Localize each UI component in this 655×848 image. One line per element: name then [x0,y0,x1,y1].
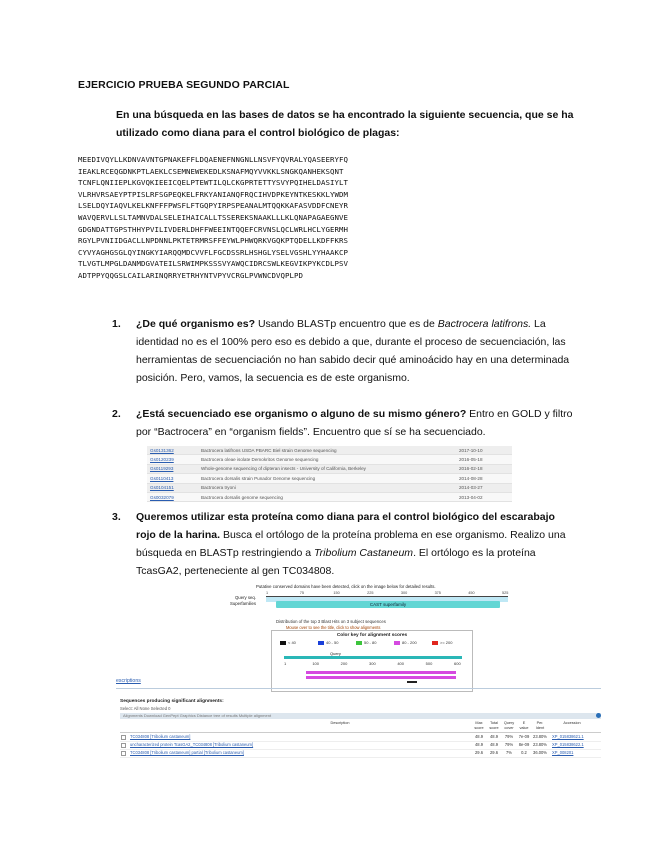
gold-row [147,483,512,492]
answer-text: Busca el ortólogo de la proteína problema en ese organismo. Realizo una búsqueda en BLASTp restringiendo a [136,529,566,559]
legend-label: >= 200 [440,640,453,645]
col-accession[interactable]: Accession [563,721,581,725]
gold-name-cell: Bactrocera dorsalis strain Punador Genome sequencing [198,474,456,483]
col-description[interactable]: Description [330,721,350,725]
col-query-cover[interactable]: Query cover [503,721,515,730]
hit-bar[interactable] [407,681,417,683]
answer-text: La identidad no es el 100% pero eso es debido a que, durante el proceso de secuenciación, las herramientas de secuenciación no han sabido decir qué aminoácido hay en una determinada posición. Pero, vamos, la secuencia es de este organismo. [136,318,570,384]
legend-swatch [318,641,324,645]
row-ident: 23.80% [533,734,547,739]
row-cover: 7% [506,750,512,755]
results-toolbar[interactable] [120,713,601,719]
gold-id-cell[interactable]: Gs0120239 [147,455,198,464]
row-max: 48.9 [475,742,483,747]
legend-entry [394,640,428,645]
table-row[interactable] [120,749,601,758]
ruler-tick: 300 [400,591,408,595]
gold-date-cell: 2014-08-28 [456,474,512,483]
legend-entry [318,640,352,645]
sequence-line: RGYLPVNIIDGACLLNPDNNLPKTETRMRSFFEYWLPHWQRKVGQKPTQDELLKDFFKRS [78,236,348,246]
hit-labels [194,595,256,606]
col-per-ident[interactable]: Per. Ident [535,721,545,730]
row-checkbox[interactable] [121,751,126,756]
gold-name-cell: Bactrocera dorsalis genome sequencing [198,492,456,501]
row-cover: 79% [504,742,514,747]
legend-swatch [394,641,400,645]
gold-row [147,455,512,464]
gold-row [147,446,512,455]
ruler-tick: 75 [299,591,304,595]
row-e: 8e-09 [518,742,530,747]
cdd-caption: Putative conserved domains have been detected, click on the image below for detailed results. [256,584,436,589]
query-axis-ticks [284,661,462,667]
legend-entry [280,640,314,645]
legend-title: Color key for alignment scores [336,633,408,638]
row-description-link[interactable]: uncharacterized protein TcasGA2_TC034808 [Tribolium castaneum] [130,742,254,747]
legend-label: < 40 [288,640,296,645]
row-total: 29.6 [490,750,498,755]
intro-paragraph: En una búsqueda en las bases de datos se ha encontrado la siguiente secuencia, que se ha utilizado como diana para el control biológico de plagas: [116,109,574,139]
sequence-line: TCNFLQNIIEPLKGVQKIEEICQELPTEWTILQLCKGPRTETTYSVYPQIHELDASIYLT [78,178,348,188]
gold-id-cell[interactable]: Gs0110413 [147,474,198,483]
sequence-line: LSELDQYIAQVLKELKNFFFPWSFLFTGQPYIRPSPEANALMTQQKKAFASVDDFCNEYR [78,201,348,211]
help-icon[interactable] [596,713,601,718]
answer-text: Usando BLASTp encuentro que es de [255,318,438,330]
ruler-tick: 150 [333,591,340,595]
ruler-tick: 225 [367,591,374,595]
results-table-header [120,720,601,733]
query-tick: 500 [425,661,433,666]
gold-results-table [147,446,512,502]
descriptions-tab-link[interactable]: escriptions [116,678,141,684]
legend-entry [432,640,466,645]
gold-row [147,492,512,501]
row-max: 48.9 [475,734,483,739]
legend-swatch [280,641,286,645]
ruler-tick: 450 [468,591,475,595]
select-controls[interactable]: Select: All None Selected 0 [120,706,171,711]
question-3 [112,508,576,580]
sequence-line: ADTPPYQQGSLCAILARINQRRYETRHYNTVPYVCRGLPVWNCDVQPLPD [78,270,303,280]
row-ident: 23.80% [533,742,547,747]
significant-alignments-title: Sequences producing significant alignments: [120,699,224,704]
question-number: 3. [112,511,121,523]
distribution-hint: Mouse over to see the title, click to show alignments [286,625,381,630]
gold-name-cell: Bactrocera tryoni [198,483,456,492]
query-tick: 200 [340,661,348,666]
alignment-score-legend [271,630,473,692]
row-max: 29.6 [475,750,483,755]
gold-row [147,474,512,483]
sequence-line: CYVYAGHGSGLQYINGKYIARQQMDCVVFLFGCDSSRLHSHGLYSELVGSHLYYHAAKCP [78,247,348,257]
sequence-line: GDGNDATTGPSTHHYPVILIVDERLDHFFWEEINTQQEFCRVNSLQCLWRLHCLYGERMH [78,224,348,234]
gold-date-cell: 2017-10-10 [456,446,512,455]
query-bar [284,656,462,659]
row-total: 48.9 [490,734,498,739]
legend-entry [356,640,390,645]
ruler-tick: 1 [266,591,269,595]
row-total: 48.9 [490,742,498,747]
question-1 [112,315,576,387]
gold-date-cell: 2013-04-02 [456,492,512,501]
answer-text: Entro en GOLD y filtro por “Bactrocera” en “organism fields”. Encuentro que sí se ha secuenciado. [136,408,573,438]
row-accession-link[interactable]: XP_015838622.1 [552,742,584,747]
row-ident: 36.00% [533,750,547,755]
col-e-value[interactable]: E value [519,721,529,730]
question-number: 2. [112,408,121,420]
question-number: 1. [112,318,121,330]
gold-id-cell[interactable]: Gs0032079 [147,492,198,501]
legend-label: 50 - 80 [364,640,377,645]
gold-name-cell: Bactrocera latifrons USDA PBARC Biel strain Genome sequencing [198,446,456,455]
toolbar-labels[interactable]: Alignments Download GenPept Graphics Distance tree of results Multiple alignment [123,713,272,718]
question-2 [112,405,576,441]
document-title: EJERCICIO PRUEBA SEGUNDO PARCIAL [78,79,290,91]
row-e: 0.2 [521,750,527,755]
sequence-line: IEAKLRCEQGDNKPTLAEKLCSEMNEWEKEDLKSNAFMQYVVKKLSNGKQANHEKSQNT [78,166,344,176]
gold-date-cell: 2014-03-27 [456,483,512,492]
ruler-tick: 525 [502,591,509,595]
answer-text: . El ortólogo es la proteína TcasGA2, perteneciente al gen TC034808. [136,547,536,577]
query-tick: 400 [397,661,405,666]
query-axis-label: Query [330,651,341,656]
ruler-tick: 375 [434,591,441,595]
query-tick: 1 [284,661,287,666]
col-total-score[interactable]: Total score [489,721,499,730]
legend-row [280,640,470,646]
protein-sequence [78,154,578,282]
query-tick: 300 [369,661,376,666]
col-max-score[interactable]: Max score [474,721,484,730]
question-text: ¿Está secuenciado ese organismo o alguno de su mismo género? [136,408,467,420]
distribution-caption: Distribution of the top 3 Blast Hits on 3 subject sequences [276,619,386,624]
query-tick: 600 [454,661,461,666]
gold-row [147,464,512,473]
hit-bar[interactable] [306,671,456,674]
sequence-line: TLVGTLMPGLDANMDGVATEILSRWIMPKSSSVYAWQCIDRCSWLKEGVIKPYKCDLPSV [78,259,348,269]
row-checkbox[interactable] [121,743,126,748]
gold-id-cell[interactable]: Gs0131362 [147,446,198,455]
gold-id-cell[interactable]: Gs0104151 [147,483,198,492]
sequence-line: MEEDIVQYLLKDNVAVNTGPNAKEFFLDQAENEFNNGNLLNSVFYQVRALYQASEERYFQ [78,155,348,164]
legend-swatch [432,641,438,645]
row-description-link[interactable]: TC034808 [Tribolium castaneum] [130,734,191,739]
query-seq-label: Query seq. [234,595,256,600]
gold-name-cell: Whole-genome sequencing of dipteran insects - University of California, Berkeley [198,464,456,473]
row-accession-link[interactable]: XP_008201 [552,750,574,755]
question-text: ¿De qué organismo es? [136,318,256,330]
species-name: Bactrocera latifrons. [437,318,532,330]
species-name: Tribolium Castaneum [314,547,414,559]
divider [116,688,601,689]
legend-swatch [356,641,362,645]
row-cover: 79% [504,734,514,739]
query-tick: 100 [312,661,320,666]
row-checkbox[interactable] [121,735,126,740]
sequence-line: WAVQERVLLSLTAMNVDALSELEIHAICALLTSSEREKSNAAKLLLKLQNAPAGAEGNVE [78,212,348,222]
gold-date-cell: 2016-05-18 [456,455,512,464]
gold-name-cell: Bactrocera oleae isolate Demokritos Genome sequencing [198,455,456,464]
sequence-line: VLRHVRSAEYPTPISLRFSGPEQKELFRKYANIANQFRQCIHVDPKEYNTKESKKLYWDM [78,189,348,199]
legend-label: 40 - 50 [326,640,339,645]
gold-date-cell: 2016-02-18 [456,464,512,473]
conserved-domain-bar[interactable]: CAST superfamily [276,601,500,608]
row-accession-link[interactable]: XP_015838621.1 [552,734,584,739]
row-description-link[interactable]: TC034808 [Tribolium castaneum] partial [Tribolium castaneum] [130,750,244,755]
legend-label: 80 - 200 [402,640,417,645]
gold-id-cell[interactable]: Gs0119293 [147,464,198,473]
hit-bar[interactable] [306,676,456,679]
superfamilies-label: Superfamilies [229,600,256,606]
row-e: 7e-09 [518,734,530,739]
question-text: Queremos utilizar esta proteína como diana para el control biológico del escarabajo rojo de la harina. [136,511,555,541]
blast-results-screenshot [116,583,601,773]
